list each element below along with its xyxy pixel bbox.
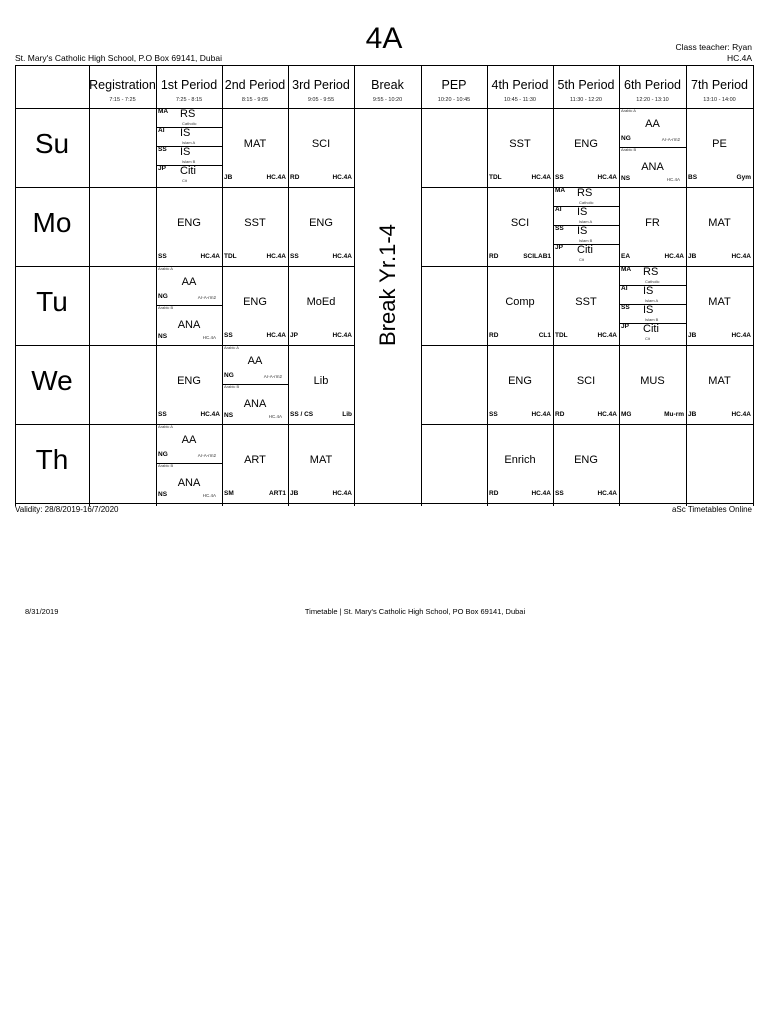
group-subject: AA — [645, 117, 660, 130]
lesson-room: Gym — [736, 174, 751, 181]
slot-room: Islam B — [182, 159, 196, 164]
lesson-subject: Lib — [313, 375, 329, 387]
lesson-teacher: TDL — [489, 174, 502, 181]
slot-room: Catholic — [182, 121, 197, 126]
lesson-room: HC.4A — [266, 253, 286, 260]
break-label: Break Yr.1-4 — [375, 224, 400, 346]
split-lesson-slot — [619, 285, 686, 305]
split-lesson-slot — [156, 165, 222, 184]
lesson-cell — [288, 345, 354, 424]
group-room: HC.4A — [202, 493, 216, 498]
lesson-subject: SCI — [510, 217, 530, 229]
lesson-room: HC.4A — [597, 332, 617, 339]
lesson-teacher: TDL — [555, 332, 568, 339]
group-subject: AA — [247, 354, 263, 367]
lesson-teacher: SS — [489, 411, 498, 418]
slot-room: Islam B — [645, 317, 659, 322]
column-time: 8:15 - 9:05 — [241, 97, 269, 103]
lesson-teacher: RD — [555, 411, 565, 418]
split-lesson-slot — [553, 244, 619, 263]
slot-subject: IS — [180, 127, 191, 139]
software-credit: aSc Timetables Online — [671, 505, 752, 514]
slot-subject: IS — [577, 206, 588, 218]
day-label: Su — [34, 128, 70, 159]
lesson-cell — [553, 345, 619, 424]
column-time: 10:45 - 11:30 — [503, 97, 536, 103]
column-time: 12:20 - 13:10 — [636, 97, 669, 103]
lesson-room: HC.4A — [597, 411, 617, 418]
lesson-room: HC.4A — [597, 174, 617, 181]
lesson-cell — [619, 187, 686, 266]
split-lesson-slot — [156, 146, 222, 166]
slot-subject: IS — [577, 225, 588, 237]
lesson-subject: ENG — [309, 217, 333, 229]
lesson-room: SCILAB1 — [523, 253, 551, 260]
lesson-room: HC.4A — [531, 174, 551, 181]
lesson-cell — [487, 187, 553, 266]
group-room: Ar-A-rm2 — [197, 453, 216, 458]
lesson-teacher: MG — [621, 411, 632, 418]
lesson-subject: MAT — [708, 375, 731, 387]
lesson-teacher: RD — [489, 253, 499, 260]
group-label: Arabic B — [621, 147, 637, 152]
column-time: 11:30 - 12:20 — [569, 97, 602, 103]
slot-teacher: JP — [555, 244, 563, 251]
split-lesson-cell — [156, 266, 222, 345]
lesson-cell — [288, 266, 354, 345]
slot-room: Catholic — [579, 200, 594, 205]
day-label: Tu — [36, 286, 68, 317]
lesson-room: CL1 — [538, 332, 551, 339]
lesson-cell — [487, 345, 553, 424]
class-teacher: Class teacher: Ryan — [675, 42, 752, 52]
lesson-teacher: RD — [489, 332, 499, 339]
slot-subject: IS — [643, 285, 654, 297]
lesson-subject: Comp — [505, 296, 535, 308]
group-label: Arabic A — [224, 345, 239, 350]
lesson-subject: ENG — [508, 375, 532, 387]
lesson-teacher: JB — [688, 332, 697, 339]
lesson-subject: MAT — [243, 138, 267, 150]
day-label: We — [31, 365, 73, 396]
lesson-subject: ART — [244, 454, 266, 466]
slot-room: Islam B — [579, 238, 593, 243]
lesson-cell — [487, 108, 553, 187]
group-subject: ANA — [177, 477, 201, 489]
column-name: 6th Period — [624, 78, 681, 92]
lesson-cell — [553, 108, 619, 187]
lesson-room: HC.4A — [531, 490, 551, 497]
lesson-cell — [686, 266, 753, 345]
group-room: HC.4A — [268, 414, 282, 419]
lesson-room: HC.4A — [731, 253, 751, 260]
column-name: 7th Period — [691, 78, 748, 92]
lesson-teacher: RD — [290, 174, 300, 181]
slot-subject: RS — [577, 187, 593, 199]
arabic-group-b — [156, 305, 222, 345]
lesson-room: HC.4A — [200, 411, 220, 418]
lesson-teacher: SS — [555, 490, 564, 497]
lesson-room: HC.4A — [266, 332, 286, 339]
group-teacher: NS — [224, 412, 234, 419]
lesson-room: ART1 — [269, 490, 286, 497]
lesson-room: HC.4A — [332, 332, 352, 339]
split-lesson-slot — [553, 225, 619, 245]
lesson-room: HC.4A — [332, 174, 352, 181]
column-header — [89, 65, 156, 107]
column-header — [354, 65, 421, 107]
group-subject: AA — [181, 275, 197, 288]
grid-vline — [89, 65, 90, 506]
split-lesson-cell — [156, 108, 222, 187]
print-title: Timetable | St. Mary's Catholic High School, PO Box 69141, Dubai — [304, 607, 526, 616]
slot-room: Cit — [182, 178, 187, 183]
lesson-teacher: JB — [290, 490, 299, 497]
column-header — [222, 65, 288, 107]
group-label: Arabic A — [158, 424, 173, 429]
lesson-room: HC.4A — [531, 411, 551, 418]
lesson-subject: MAT — [708, 296, 731, 308]
split-lesson-slot — [553, 206, 619, 226]
group-teacher: NG — [158, 451, 168, 458]
lesson-teacher: SS — [555, 174, 564, 181]
lesson-room: Mu-rm — [664, 411, 684, 418]
slot-subject: IS — [180, 146, 191, 158]
column-header — [487, 65, 553, 107]
column-time: 13:10 - 14:00 — [703, 97, 736, 103]
slot-teacher: MA — [621, 266, 632, 273]
lesson-cell — [487, 266, 553, 345]
slot-room: Cit — [579, 257, 584, 262]
column-header — [421, 65, 487, 107]
column-name: 4th Period — [491, 78, 549, 92]
column-header — [553, 65, 619, 107]
lesson-teacher: JP — [290, 332, 298, 339]
split-lesson-slot — [619, 304, 686, 324]
column-header — [156, 65, 222, 107]
lesson-cell — [686, 345, 753, 424]
lesson-subject: MAT — [309, 454, 333, 466]
lesson-subject: FR — [645, 217, 660, 229]
column-name: 1st Period — [160, 78, 218, 92]
column-time: 7:25 - 8:15 — [175, 97, 203, 103]
lesson-teacher: SM — [224, 490, 234, 497]
grid-vline — [753, 65, 754, 506]
grid-vline — [354, 65, 355, 506]
group-label: Arabic B — [158, 305, 174, 310]
lesson-subject: SST — [575, 296, 597, 308]
school-name: St. Mary's Catholic High School, P.O Box 69141, Dubai — [15, 53, 222, 63]
lesson-cell — [487, 424, 553, 503]
group-label: Arabic B — [224, 384, 240, 389]
group-teacher: NS — [158, 333, 168, 340]
lesson-teacher: SS / CS — [290, 411, 314, 418]
split-lesson-slot — [553, 187, 619, 207]
lesson-cell — [288, 108, 354, 187]
column-name: PEP — [441, 78, 467, 92]
grid-vline — [421, 65, 422, 506]
class-teacher-info — [675, 42, 752, 64]
lesson-teacher: SS — [224, 332, 233, 339]
group-label: Arabic A — [158, 266, 173, 271]
print-date: 8/31/2019 — [25, 607, 59, 616]
split-lesson-slot — [619, 323, 686, 342]
split-lesson-slot — [156, 108, 222, 128]
lesson-subject: SCI — [576, 375, 596, 387]
slot-subject: Citi — [643, 323, 659, 335]
lesson-cell — [288, 424, 354, 503]
column-name: Registration — [89, 78, 156, 92]
column-header — [288, 65, 354, 107]
group-room: HC.4A — [666, 177, 680, 182]
lesson-teacher: SS — [158, 411, 167, 418]
grid-hline — [15, 503, 753, 504]
split-lesson-cell — [222, 345, 288, 424]
slot-teacher: SS — [621, 304, 630, 311]
column-time: 7:15 - 7:25 — [109, 97, 136, 103]
lesson-teacher: BS — [688, 174, 698, 181]
lesson-subject: SST — [244, 217, 266, 229]
slot-teacher: SS — [158, 146, 167, 153]
lesson-subject: MoEd — [306, 296, 336, 308]
lesson-subject: Enrich — [504, 454, 536, 466]
lesson-teacher: JB — [688, 411, 697, 418]
lesson-cell — [222, 187, 288, 266]
column-name: 2nd Period — [224, 78, 286, 92]
validity-period: Validity: 28/8/2019-16/7/2020 — [15, 505, 119, 514]
group-label: Arabic B — [158, 463, 174, 468]
day-label: Th — [35, 444, 69, 475]
lesson-cell — [156, 187, 222, 266]
lesson-subject: ENG — [243, 296, 267, 308]
arabic-group-b — [222, 384, 288, 424]
column-time: 10:20 - 10:45 — [437, 97, 471, 103]
group-teacher: NG — [158, 293, 168, 300]
slot-room: Cit — [645, 336, 650, 341]
lesson-cell — [222, 424, 288, 503]
group-teacher: NG — [224, 372, 234, 379]
lesson-subject: ENG — [574, 138, 598, 150]
lesson-subject: ENG — [574, 454, 598, 466]
lesson-cell — [288, 187, 354, 266]
slot-teacher: MA — [158, 108, 169, 115]
group-teacher: NG — [621, 135, 631, 142]
group-subject: AA — [181, 433, 197, 446]
lesson-room: HC.4A — [332, 253, 352, 260]
lesson-room: Lib — [342, 411, 352, 418]
group-teacher: NS — [158, 491, 168, 498]
lesson-subject: MAT — [708, 217, 731, 229]
slot-teacher: JP — [621, 323, 629, 330]
split-lesson-cell — [619, 266, 686, 345]
slot-subject: RS — [643, 266, 659, 278]
lesson-teacher: EA — [621, 253, 631, 260]
split-lesson-slot — [156, 127, 222, 147]
slot-teacher: AI — [621, 285, 628, 292]
lesson-room: HC.4A — [200, 253, 220, 260]
lesson-room: HC.4A — [664, 253, 684, 260]
lesson-cell — [686, 108, 753, 187]
column-time: 9:55 - 10:20 — [372, 97, 403, 103]
column-time: 9:05 - 9:55 — [307, 97, 335, 103]
lesson-subject: ENG — [177, 217, 201, 229]
group-room: Ar-A-rm2 — [197, 295, 216, 300]
lesson-room: HC.4A — [731, 332, 751, 339]
slot-teacher: AI — [158, 127, 165, 134]
slot-subject: Citi — [577, 244, 593, 256]
slot-subject: IS — [643, 304, 654, 316]
slot-room: Islam A — [182, 140, 196, 145]
arabic-group-b — [619, 147, 686, 187]
group-subject: ANA — [641, 161, 664, 173]
lesson-cell — [619, 345, 686, 424]
column-header — [619, 65, 686, 107]
lesson-subject: MUS — [640, 375, 665, 387]
lesson-teacher: SS — [290, 253, 299, 260]
column-name: Break — [371, 78, 404, 92]
lesson-teacher: RD — [489, 490, 499, 497]
lesson-cell — [553, 424, 619, 503]
lesson-cell — [553, 266, 619, 345]
lesson-subject: SST — [509, 138, 531, 150]
slot-subject: RS — [180, 108, 196, 120]
lesson-room: HC.4A — [597, 490, 617, 497]
slot-room: Islam A — [579, 219, 593, 224]
group-label: Arabic A — [621, 108, 636, 113]
home-room: HC.4A — [726, 53, 752, 63]
slot-subject: Citi — [180, 165, 196, 177]
group-teacher: NS — [621, 175, 631, 182]
arabic-group-a — [156, 266, 222, 306]
group-subject: ANA — [243, 398, 267, 410]
lesson-room: HC.4A — [332, 490, 352, 497]
split-lesson-cell — [156, 424, 222, 503]
lesson-teacher: JB — [688, 253, 697, 260]
lesson-teacher: JB — [224, 174, 233, 181]
arabic-group-a — [619, 108, 686, 148]
lesson-cell — [156, 345, 222, 424]
group-room: Ar-A-rm2 — [263, 374, 282, 379]
column-name: 5th Period — [557, 78, 615, 92]
slot-room: Catholic — [645, 279, 660, 284]
column-header — [686, 65, 753, 107]
split-lesson-slot — [619, 266, 686, 286]
lesson-cell — [686, 187, 753, 266]
lesson-cell — [222, 266, 288, 345]
lesson-cell — [222, 108, 288, 187]
column-name: 3rd Period — [292, 78, 350, 92]
lesson-room: HC.4A — [731, 411, 751, 418]
slot-teacher: AI — [555, 206, 562, 213]
arabic-group-a — [156, 424, 222, 464]
slot-room: Islam A — [645, 298, 659, 303]
split-lesson-cell — [619, 108, 686, 187]
slot-teacher: MA — [555, 187, 566, 194]
group-room: Ar-A-rm2 — [661, 137, 680, 142]
class-title: 4A — [365, 22, 403, 55]
lesson-room: HC.4A — [266, 174, 286, 181]
arabic-group-b — [156, 463, 222, 503]
day-label: Mo — [32, 207, 72, 238]
lesson-subject: ENG — [177, 375, 201, 387]
slot-teacher: JP — [158, 165, 166, 172]
group-subject: ANA — [177, 319, 201, 331]
lesson-teacher: TDL — [224, 253, 237, 260]
lesson-subject: SCI — [311, 138, 331, 150]
lesson-subject: PE — [712, 138, 727, 150]
slot-teacher: SS — [555, 225, 564, 232]
lesson-teacher: SS — [158, 253, 167, 260]
split-lesson-cell — [553, 187, 619, 266]
group-room: HC.4A — [202, 335, 216, 340]
arabic-group-a — [222, 345, 288, 385]
